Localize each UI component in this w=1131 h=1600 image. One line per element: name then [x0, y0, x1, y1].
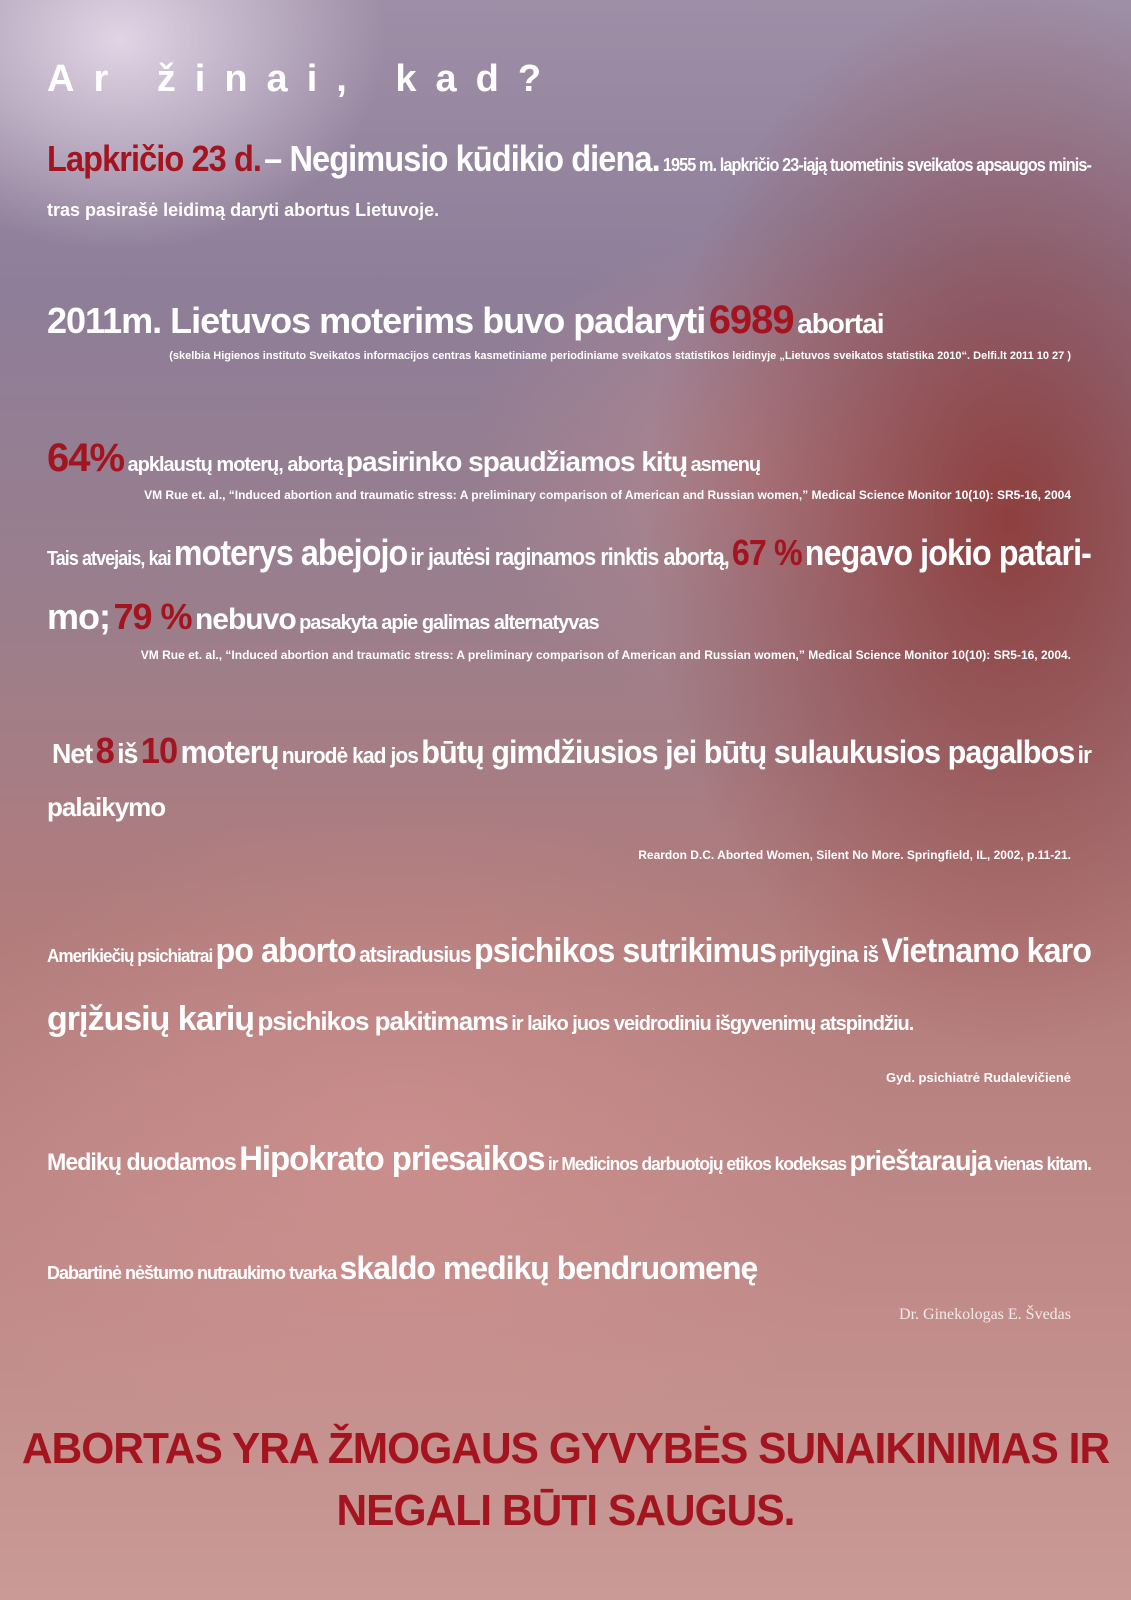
psychiatry-line-1 — [47, 932, 1091, 971]
support-stat-text: Net — [52, 738, 93, 769]
fact-day-name: – Negimusio kūdikio diena. — [264, 138, 660, 179]
counsel-stat-text: pasakyta apie galimas alternatyvas — [299, 612, 599, 634]
support-stat-emphasis: moterų — [180, 734, 279, 770]
source-note: (skelbia Higienos instituto Sveikatos informacijos centras kasmetiniame periodiniame sveikatos statistikos leidinyje „Lietuvos sveikatos statistika 2010“. Delfi.lt 2011 10 27 ) — [169, 350, 1071, 362]
counsel-stat-line-2 — [47, 596, 599, 638]
fact-text: 1955 m. lapkričio 23-iąją tuometinis sveikatos apsaugos minis- — [662, 155, 1091, 175]
counsel-stat-emphasis: nebuvo — [194, 603, 296, 636]
support-stat-text: nurodė kad jos — [281, 743, 418, 768]
abortion-count-unit: abortai — [797, 308, 884, 339]
counsel-stat-emphasis: moterys abejojo — [173, 532, 408, 573]
counsel-stat-text: Tais atvejais, kai — [47, 548, 171, 570]
psychiatry-text: Amerikiečių psichiatrai — [47, 946, 213, 966]
pressure-stat-percent: 64% — [47, 436, 125, 480]
oath-line — [47, 1140, 1091, 1179]
conclusion-line-2: NEGALI BŪTI SAUGUS. — [336, 1486, 795, 1535]
procedure-emphasis: skaldo medikų bendruomenę — [339, 1250, 758, 1286]
oath-emphasis: Hipokrato priesaikos — [239, 1140, 545, 1178]
counsel-stat-line-1 — [47, 532, 1091, 574]
oath-text: ir Medicinos darbuotojų etikos kodeksas — [547, 1154, 847, 1174]
psychiatry-emphasis: psichikos sutrikimus — [474, 932, 777, 970]
counsel-stat-emphasis: negavo jokio patari- — [804, 532, 1091, 573]
oath-emphasis: prieštarauja — [849, 1145, 992, 1176]
psychiatry-emphasis: Vietnamo karo — [881, 932, 1091, 970]
oath-text: vienas kitam. — [994, 1154, 1091, 1174]
psychiatry-emphasis: po aborto — [215, 932, 356, 970]
oath-text: Medikų duodamos — [47, 1149, 236, 1176]
procedure-text: Dabartinė nėštumo nutraukimo tvarka — [47, 1263, 337, 1283]
procedure-line — [47, 1250, 757, 1287]
poster-title: Ar žinai, kad? — [47, 58, 561, 100]
fact-text-continued: tras pasirašė leidimą daryti abortus Lietuvoje. — [47, 200, 440, 220]
support-stat-line — [52, 730, 1091, 772]
source-note: Reardon D.C. Aborted Women, Silent No More. Springfield, IL, 2002, p.11-21. — [638, 848, 1071, 862]
abortion-count-text: 2011m. Lietuvos moterims buvo padaryti — [47, 300, 706, 341]
counsel-stat-emphasis: mo; — [47, 596, 110, 637]
pressure-stat-line — [47, 436, 760, 481]
source-note: VM Rue et. al., “Induced abortion and traumatic stress: A preliminary comparison of American and Russian women,” Medical Science Monitor 10(10): SR5-16, 2004 — [144, 488, 1071, 502]
source-note: Gyd. psichiatrė Rudalevičienė — [886, 1070, 1071, 1085]
support-stat-emphasis: būtų gimdžiusios jei būtų sulaukusios pagalbos — [421, 734, 1075, 770]
support-stat-number-2: 10 — [140, 730, 178, 771]
source-note: VM Rue et. al., “Induced abortion and traumatic stress: A preliminary comparison of American and Russian women,” Medical Science Monitor 10(10): SR5-16, 2004. — [140, 648, 1071, 662]
counsel-stat-text: ir jautėsi raginamos rinktis abortą, — [410, 544, 729, 571]
abortion-count-number: 6989 — [708, 298, 794, 342]
psychiatry-emphasis: grįžusių karių — [47, 1000, 255, 1038]
psychiatry-line-2 — [47, 1000, 913, 1039]
psychiatry-text: atsiradusius — [359, 942, 471, 967]
support-stat-text: iš — [117, 738, 138, 769]
counsel-stat-percent-2: 79 % — [113, 596, 192, 637]
psychiatry-text: ir laiko juos veidrodiniu išgyvenimų atspindžiu. — [511, 1013, 914, 1035]
fact-date-line — [47, 138, 1091, 180]
counsel-stat-percent-1: 67 % — [731, 532, 802, 573]
pressure-stat-emphasis: pasirinko spaudžiamos kitų — [345, 446, 688, 477]
support-stat-tail: palaikymo — [47, 792, 166, 822]
pressure-stat-tail: asmenų — [690, 454, 761, 476]
conclusion-heading — [0, 1418, 1131, 1542]
psychiatry-text: psichikos pakitimams — [257, 1006, 508, 1036]
support-stat-number-1: 8 — [95, 730, 114, 771]
abortion-count-line — [47, 298, 883, 343]
fact-date: Lapkričio 23 d. — [47, 138, 262, 179]
psychiatry-text: prilygina iš — [779, 942, 879, 967]
support-stat-text: ir — [1077, 742, 1091, 769]
conclusion-line-1: ABORTAS YRA ŽMOGAUS GYVYBĖS SUNAIKINIMAS IR — [21, 1424, 1110, 1473]
source-note: Dr. Ginekologas E. Švedas — [899, 1306, 1071, 1323]
pressure-stat-text: apklaustų moterų, abortą — [127, 454, 343, 476]
